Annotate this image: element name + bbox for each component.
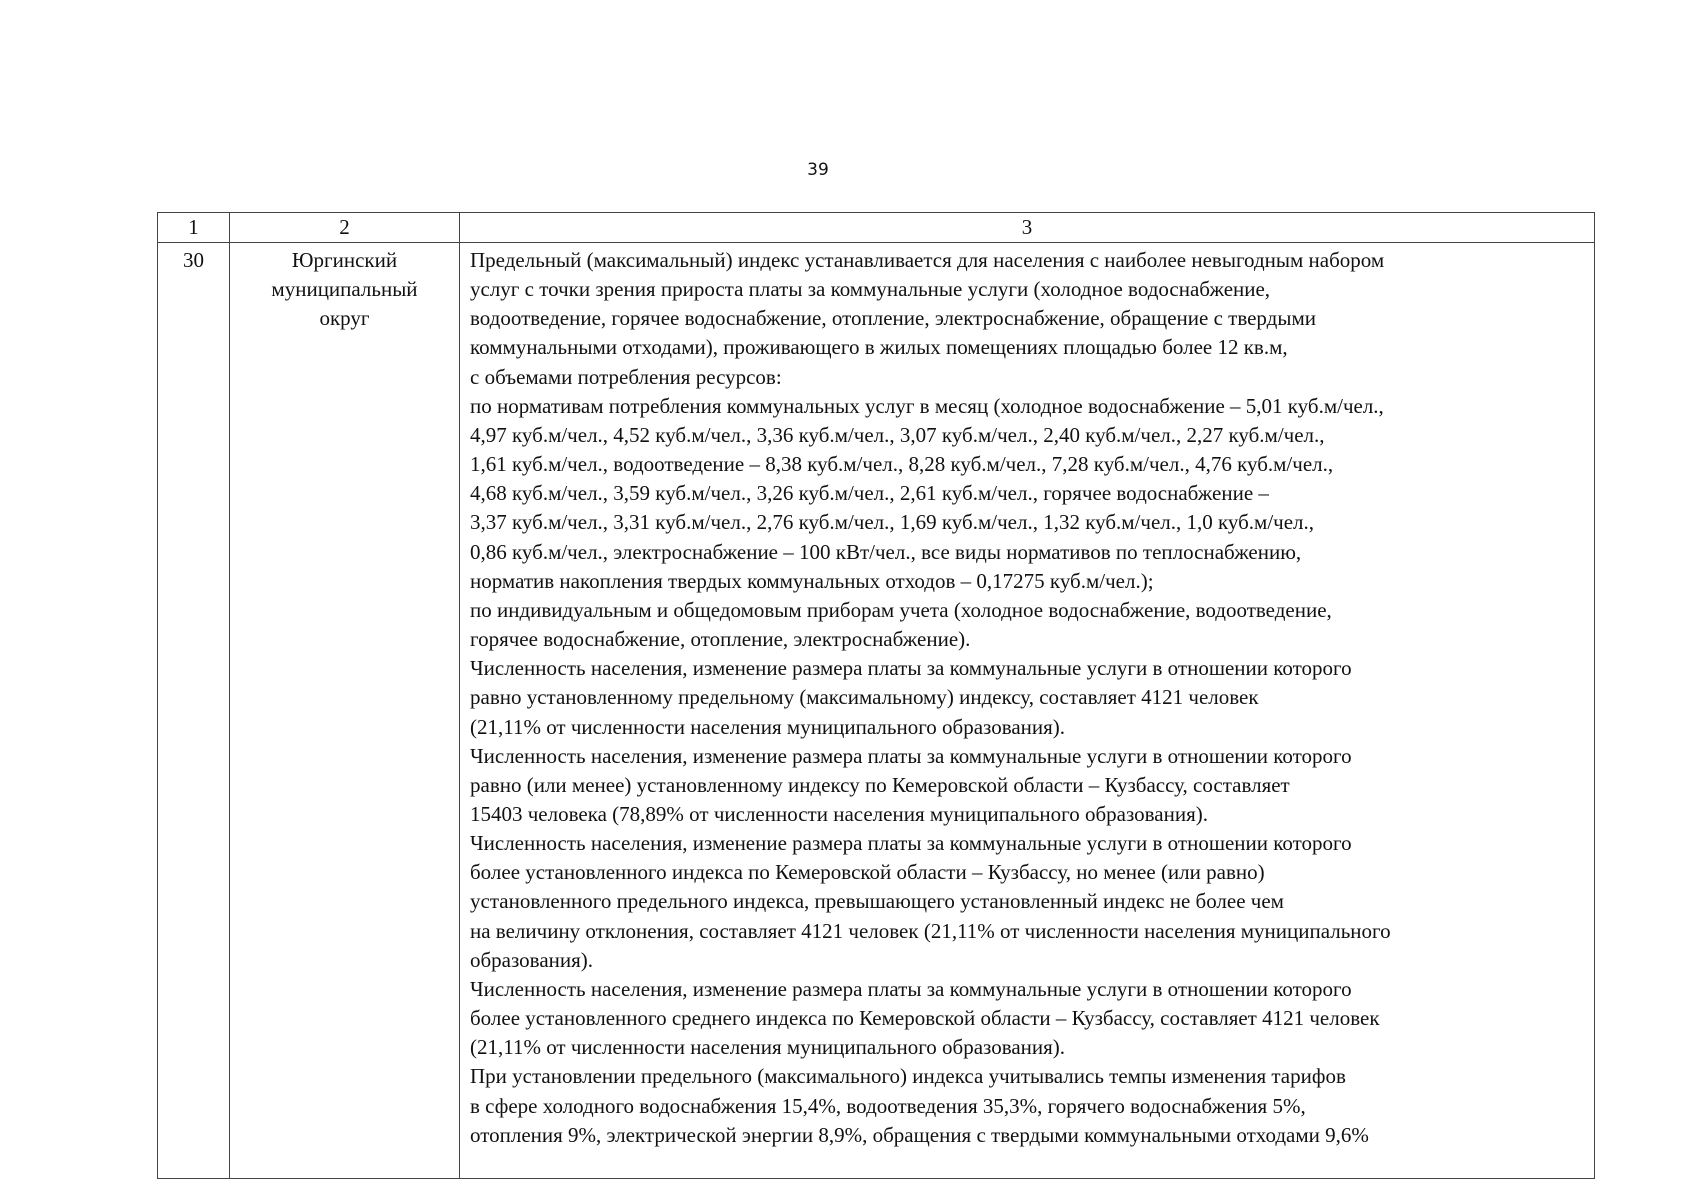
description-line: 0,86 куб.м/чел., электроснабжение – 100 кВт/чел., все виды нормативов по теплоснабжению, [470, 539, 1302, 564]
description-line: 1,61 куб.м/чел., водоотведение – 8,38 куб.м/чел., 8,28 куб.м/чел., 7,28 куб.м/чел., 4,76 куб.м/чел., [470, 452, 1334, 477]
table-row [158, 243, 1595, 1179]
description-line: коммунальными отходами), проживающего в жилых помещениях площадью более 12 кв.м, [470, 335, 1288, 360]
description-line: горячее водоснабжение, отопление, электроснабжение). [470, 627, 971, 652]
description-cell [460, 243, 1595, 1179]
description-line: образования). [470, 947, 594, 972]
municipality-name-line: муниципальный [271, 277, 418, 302]
description-line: 4,68 куб.м/чел., 3,59 куб.м/чел., 3,26 куб.м/чел., 2,61 куб.м/чел., горячее водоснабжение – [470, 481, 1269, 506]
description-line: с объемами потребления ресурсов: [470, 364, 782, 389]
description-line: отопления 9%, электрической энергии 8,9%, обращения с твердыми коммунальными отходами 9,6% [470, 1122, 1369, 1147]
municipality-name-line: округ [319, 306, 370, 331]
description-line: При установлении предельного (максимального) индекса учитывались темпы изменения тарифов [470, 1064, 1346, 1089]
municipality-name-cell [230, 243, 460, 1179]
description-line: на величину отклонения, составляет 4121 человек (21,11% от численности населения муниципального [470, 918, 1391, 943]
document-table [157, 212, 1595, 1179]
description-line: Численность населения, изменение размера платы за коммунальные услуги в отношении которого [470, 976, 1352, 1001]
description-line: Численность населения, изменение размера платы за коммунальные услуги в отношении которого [470, 743, 1352, 768]
description-line: в сфере холодного водоснабжения 15,4%, водоотведения 35,3%, горячего водоснабжения 5%, [470, 1093, 1306, 1118]
header-cell-2: 2 [230, 213, 460, 243]
description-line: (21,11% от численности населения муниципального образования). [470, 1035, 1066, 1060]
description-line: норматив накопления твердых коммунальных отходов – 0,17275 куб.м/чел.); [470, 568, 1154, 593]
page-number: 39 [807, 160, 829, 180]
municipality-name-line: Юргинский [291, 248, 398, 272]
description-line: Численность населения, изменение размера платы за коммунальные услуги в отношении которого [470, 831, 1352, 856]
description-line: равно (или менее) установленному индексу по Кемеровской области – Кузбассу, составляет [470, 772, 1290, 797]
description-line: водоотведение, горячее водоснабжение, отопление, электроснабжение, обращение с твердыми [470, 306, 1316, 331]
description-line: по индивидуальным и общедомовым приборам учета (холодное водоснабжение, водоотведение, [470, 597, 1332, 622]
description-line: 3,37 куб.м/чел., 3,31 куб.м/чел., 2,76 куб.м/чел., 1,69 куб.м/чел., 1,32 куб.м/чел., 1,0 куб.м/чел., [470, 510, 1315, 535]
description-line: 4,97 куб.м/чел., 4,52 куб.м/чел., 3,36 куб.м/чел., 3,07 куб.м/чел., 2,40 куб.м/чел., 2,27 куб.м/чел., [470, 422, 1325, 447]
description-line: более установленного индекса по Кемеровской области – Кузбассу, но менее (или равно) [470, 860, 1265, 885]
description-line: установленного предельного индекса, превышающего установленный индекс не более чем [470, 889, 1284, 914]
description-line: услуг с точки зрения прироста платы за коммунальные услуги (холодное водоснабжение, [470, 277, 1271, 302]
description-line: Предельный (максимальный) индекс устанавливается для населения с наиболее невыгодным набором [470, 248, 1385, 272]
description-line: 15403 человека (78,89% от численности населения муниципального образования). [470, 801, 1209, 826]
header-cell-3: 3 [460, 213, 1595, 243]
header-cell-1: 1 [158, 213, 230, 243]
row-number-cell: 30 [158, 243, 230, 1179]
description-line: равно установленному предельному (максимальному) индексу, составляет 4121 человек [470, 685, 1259, 710]
table-header-row [158, 213, 1595, 243]
description-line: более установленного среднего индекса по Кемеровской области – Кузбассу, составляет 4121 человек [470, 1006, 1380, 1031]
description-line: по нормативам потребления коммунальных услуг в месяц (холодное водоснабжение – 5,01 куб.м/чел., [470, 393, 1384, 418]
description-line: Численность населения, изменение размера платы за коммунальные услуги в отношении которого [470, 656, 1352, 681]
description-line: (21,11% от численности населения муниципального образования). [470, 714, 1066, 739]
